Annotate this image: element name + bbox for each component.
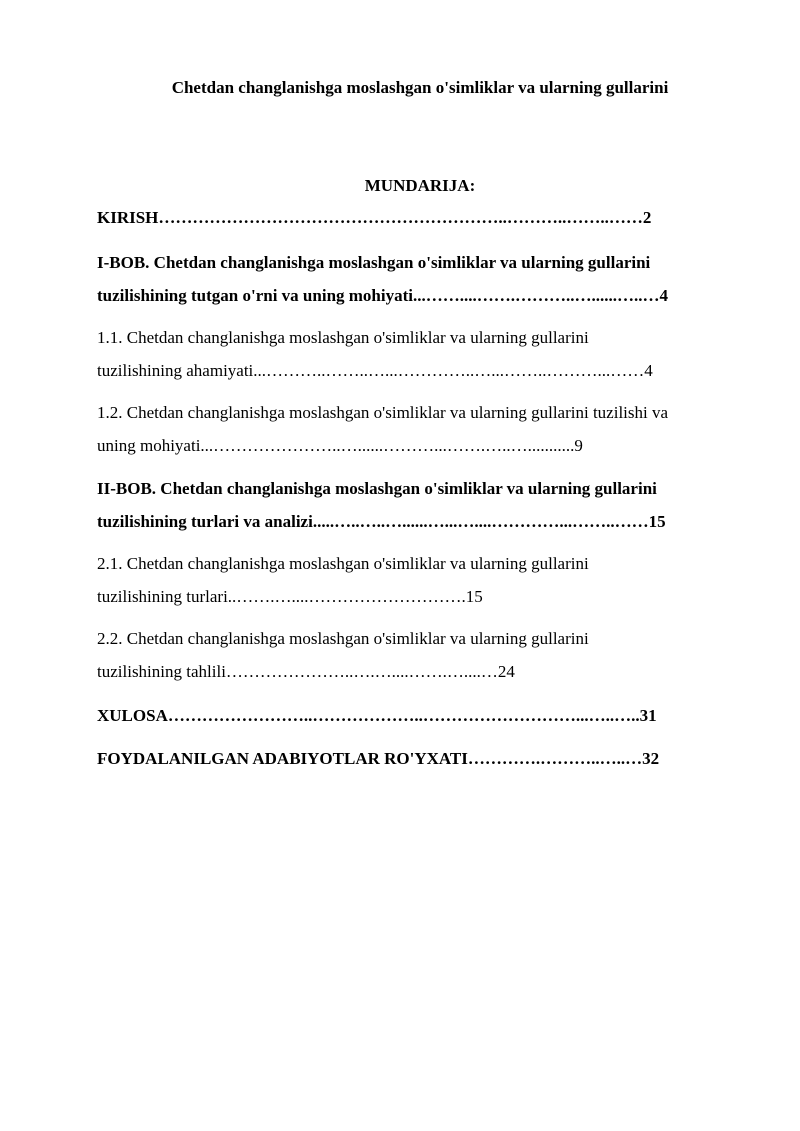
toc-entry-xulosa: XULOSA……………………..………………..………………………...…..…..31 xyxy=(97,706,657,725)
toc-entry-section-2-1-cont: tuzilishining turlari..…….…....……………………….15 xyxy=(97,587,483,606)
toc-entry-section-1-2: 1.2. Chetdan changlanishga moslashgan o'simliklar va ularning gullarini tuzilishi va xyxy=(97,403,669,422)
toc-entry-section-1-1: 1.1. Chetdan changlanishga moslashgan o'simliklar va ularning gullarini xyxy=(97,328,589,347)
toc-entry-section-1-2-cont: uning mohiyati...…………………..…......………...…….…..…...........9 xyxy=(97,436,583,455)
toc-entry-section-1-1-cont: tuzilishining ahamiyati...………..……..…...…………..…...……..………...……4 xyxy=(97,361,653,380)
toc-entry-section-2-1: 2.1. Chetdan changlanishga moslashgan o'simliklar va ularning gullarini xyxy=(97,554,589,573)
toc-entry-chapter-1: I-BOB. Chetdan changlanishga moslashgan o'simliklar va ularning gullarini xyxy=(97,253,651,272)
toc-entry-bibliography: FOYDALANILGAN ADABIYOTLAR RO'YXATI………….………..…..…32 xyxy=(97,749,660,768)
toc-entry-section-2-2: 2.2. Chetdan changlanishga moslashgan o'simliklar va ularning gullarini xyxy=(97,629,589,648)
toc-entry-chapter-2: II-BOB. Chetdan changlanishga moslashgan o'simliklar va ularning gullarini xyxy=(97,479,657,498)
toc-entry-section-2-2-cont: tuzilishining tahlili…………………..….…....…….…....…24 xyxy=(97,662,515,681)
toc-entry-kirish: KIRISH……………………………………………………..………..……..……2 xyxy=(97,208,652,227)
document-title: Chetdan changlanishga moslashgan o'simliklar va ularning gullarini xyxy=(171,78,669,97)
toc-entry-chapter-1-cont: tuzilishining tutgan o'rni va uning mohiyati...……....…….………..…......…..…4 xyxy=(97,286,668,305)
toc-heading: MUNDARIJA: xyxy=(364,176,476,195)
toc-entry-chapter-2-cont: tuzilishining turlari va analizi.....…..…..…......…...…....…………...……..……15 xyxy=(97,512,666,531)
